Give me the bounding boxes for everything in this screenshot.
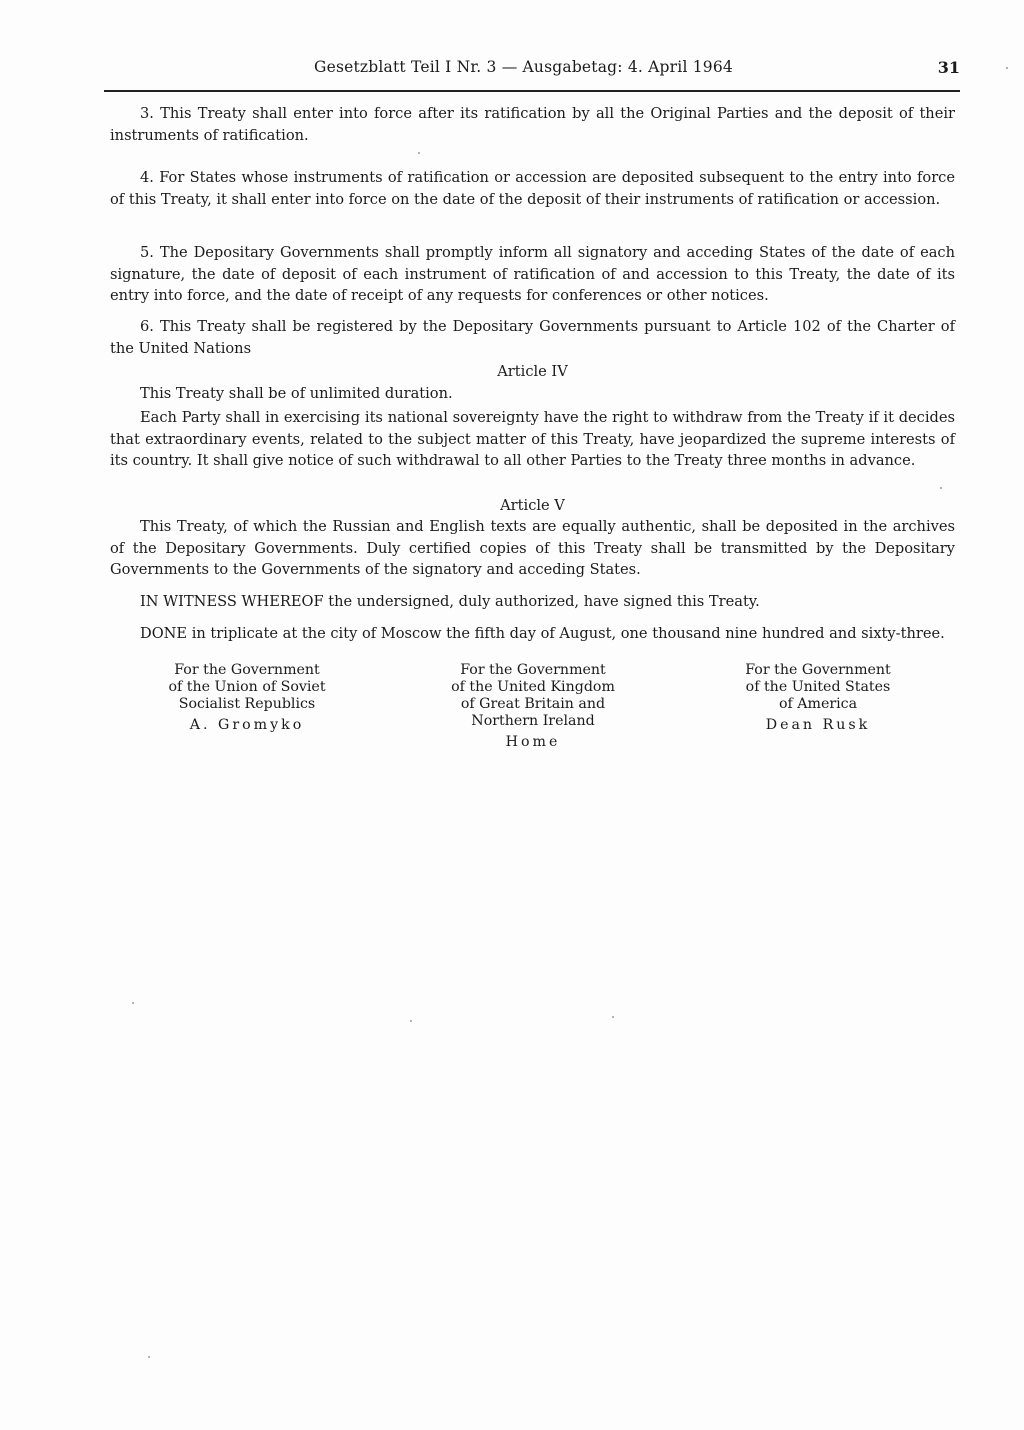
paragraph-4: 4. For States whose instruments of ratification or accession are deposited subsequent to the entry into force of this Treaty, it shall enter into force on the date of the deposit of their instruments of ratification or accession. xyxy=(110,169,955,208)
scan-speck xyxy=(410,1020,412,1022)
signatory-name: Home xyxy=(505,734,561,750)
signature-line: For the Government xyxy=(745,662,891,678)
signature-line: of the United Kingdom xyxy=(451,679,615,695)
article-v-heading: Article V xyxy=(500,497,565,514)
article-iv-paragraph-2: Each Party shall in exercising its national sovereignty have the right to withdraw from the Treaty if it decides that extraordinary events, related to the subject matter of this Treaty, have jeopardized the supreme interests of its country. It shall give notice of such withdrawal to all other Parties to the Treaty three months in advance. xyxy=(110,409,955,469)
signature-line: Northern Ireland xyxy=(471,713,595,729)
page-header xyxy=(110,58,960,84)
scan-speck xyxy=(612,1016,614,1018)
header-rule xyxy=(104,90,960,92)
signature-line: of the Union of Soviet xyxy=(168,679,326,695)
signature-line: of America xyxy=(778,696,858,712)
witness-clause: IN WITNESS WHEREOF the undersigned, duly authorized, have signed this Treaty. xyxy=(140,593,760,610)
scan-speck xyxy=(418,152,420,154)
signature-line: For the Government xyxy=(174,662,320,678)
signatory-name: A. Gromyko xyxy=(189,717,305,733)
gazette-title: Gesetzblatt Teil I Nr. 3 — Ausgabetag: 4. April 1964 xyxy=(314,58,733,76)
signature-block-uk xyxy=(413,662,653,751)
done-clause: DONE in triplicate at the city of Moscow the fifth day of August, one thousand nine hundred and sixty-three. xyxy=(140,625,945,642)
paragraph-6: 6. This Treaty shall be registered by the Depositary Governments pursuant to Article 102 of the Charter of the United Nations xyxy=(110,318,955,357)
signature-block-ussr xyxy=(127,662,367,734)
scan-speck xyxy=(940,487,942,489)
page-number: 31 xyxy=(937,58,960,77)
signature-line: For the Government xyxy=(460,662,606,678)
signature-line: Socialist Republics xyxy=(178,696,316,712)
scan-speck xyxy=(148,1356,150,1358)
signature-block-usa xyxy=(698,662,938,734)
article-iv-paragraph-1: This Treaty shall be of unlimited duration. xyxy=(140,385,453,402)
article-iv-heading: Article IV xyxy=(497,363,568,380)
signature-line: of Great Britain and xyxy=(460,696,606,712)
scan-speck xyxy=(1006,67,1008,69)
paragraph-3: 3. This Treaty shall enter into force after its ratification by all the Original Parties and the deposit of their instruments of ratification. xyxy=(110,105,955,144)
scan-speck xyxy=(132,1002,134,1004)
signature-line: of the United States xyxy=(745,679,891,695)
article-v-paragraph-1: This Treaty, of which the Russian and English texts are equally authentic, shall be deposited in the archives of the Depositary Governments. Duly certified copies of this Treaty shall be transmitted by the Depositary Governments to the Governments of the signatory and acceding States. xyxy=(110,518,955,578)
paragraph-5: 5. The Depositary Governments shall promptly inform all signatory and acceding States of the date of each signature, the date of deposit of each instrument of ratification of and accession to this Treaty, the date of its entry into force, and the date of receipt of any requests for conferences or other notices. xyxy=(110,244,955,304)
signatory-name: Dean Rusk xyxy=(765,717,871,733)
